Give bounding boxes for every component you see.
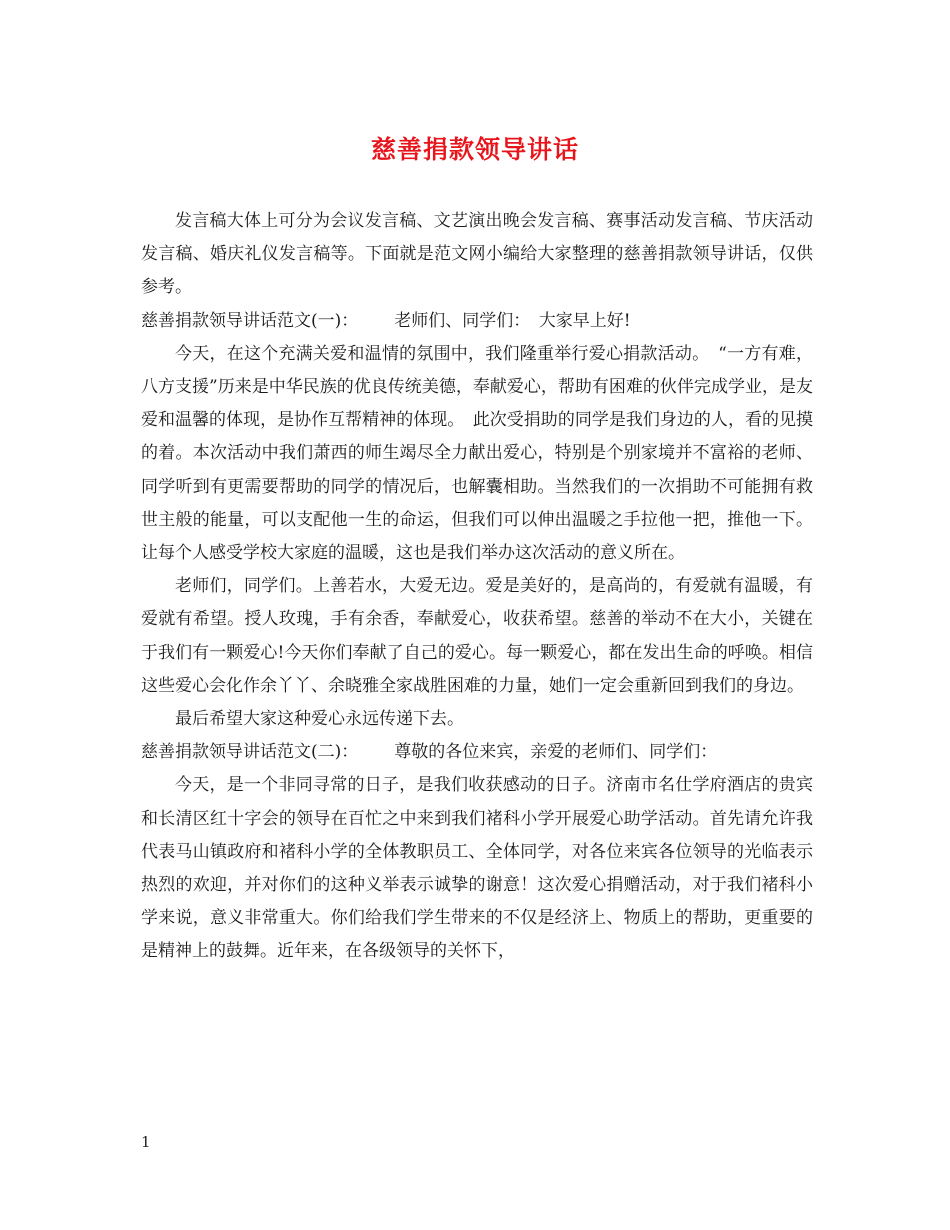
section-2-paragraph-1: 今天，是一个非同寻常的日子，是我们收获感动的日子。济南市名仕学府酒店的贵宾和长清区红十字会的领导在百忙之中来到我们褚科小学开展爱心助学活动。首先请允许我代表马山镇政府和褚科小学的全体教职员工、全体同学，对各位来宾各位领导的光临表示热烈的欢迎，并对你们的这种义举表示诚挚的谢意！这次爱心捐赠活动，对于我们褚科小学来说，意义非常重大。你们给我们学生带来的不仅是经济上、物质上的帮助，更重要的是精神上的鼓舞。近年来，在各级领导的关怀下，	[141, 775, 813, 962]
section-1-paragraph-3: 最后希望大家这种爱心永远传递下去。	[175, 709, 464, 730]
section-1-greeting: 老师们、同学们： 大家早上好!	[394, 310, 631, 331]
section-2-heading: 慈善捐款领导讲话范文(二)：	[141, 742, 359, 763]
section-1-header	[141, 305, 813, 338]
section-1-heading: 慈善捐款领导讲话范文(一)：	[141, 310, 359, 331]
document-body	[141, 205, 813, 969]
section-2-header	[141, 736, 813, 769]
section-1-paragraph-1: 今天，在这个充满关爱和温情的氛围中，我们隆重举行爱心捐款活动。 “一方有难，八方支援”历来是中华民族的优良传统美德，奉献爱心，帮助有困难的伙伴完成学业，是友爱和温馨的体现，是协作互帮精神的体现。 此次受捐助的同学是我们身边的人，看的见摸的着。本次活动中我们萧西的师生竭尽全力献出爱心，特别是个别家境并不富裕的老师、同学听到有更需要帮助的同学的情况后，也解囊相助。当然我们的一次捐助不可能拥有救世主般的能量，可以支配他一生的命运，但我们可以伸出温暖之手拉他一把，推他一下。让每个人感受学校大家庭的温暖，这也是我们举办这次活动的意义所在。	[141, 343, 813, 564]
intro-paragraph: 发言稿大体上可分为会议发言稿、文艺演出晚会发言稿、赛事活动发言稿、节庆活动发言稿、婚庆礼仪发言稿等。下面就是范文网小编给大家整理的慈善捐款领导讲话，仅供参考。	[141, 211, 813, 298]
section-1-paragraph-2: 老师们，同学们。上善若水，大爱无边。爱是美好的，是高尚的，有爱就有温暖，有爱就有希望。授人玫瑰，手有余香，奉献爱心，收获希望。慈善的举动不在大小，关键在于我们有一颗爱心!今天你们奉献了自己的爱心。每一颗爱心，都在发出生命的呼唤。相信这些爱心会化作余丫丫、余晓雅全家战胜困难的力量，她们一定会重新回到我们的身边。	[141, 576, 813, 696]
page-number: 1	[141, 1133, 151, 1151]
document-title: 慈善捐款领导讲话	[370, 135, 579, 164]
section-2-greeting: 尊敬的各位来宾，亲爱的老师们、同学们：	[394, 742, 718, 763]
